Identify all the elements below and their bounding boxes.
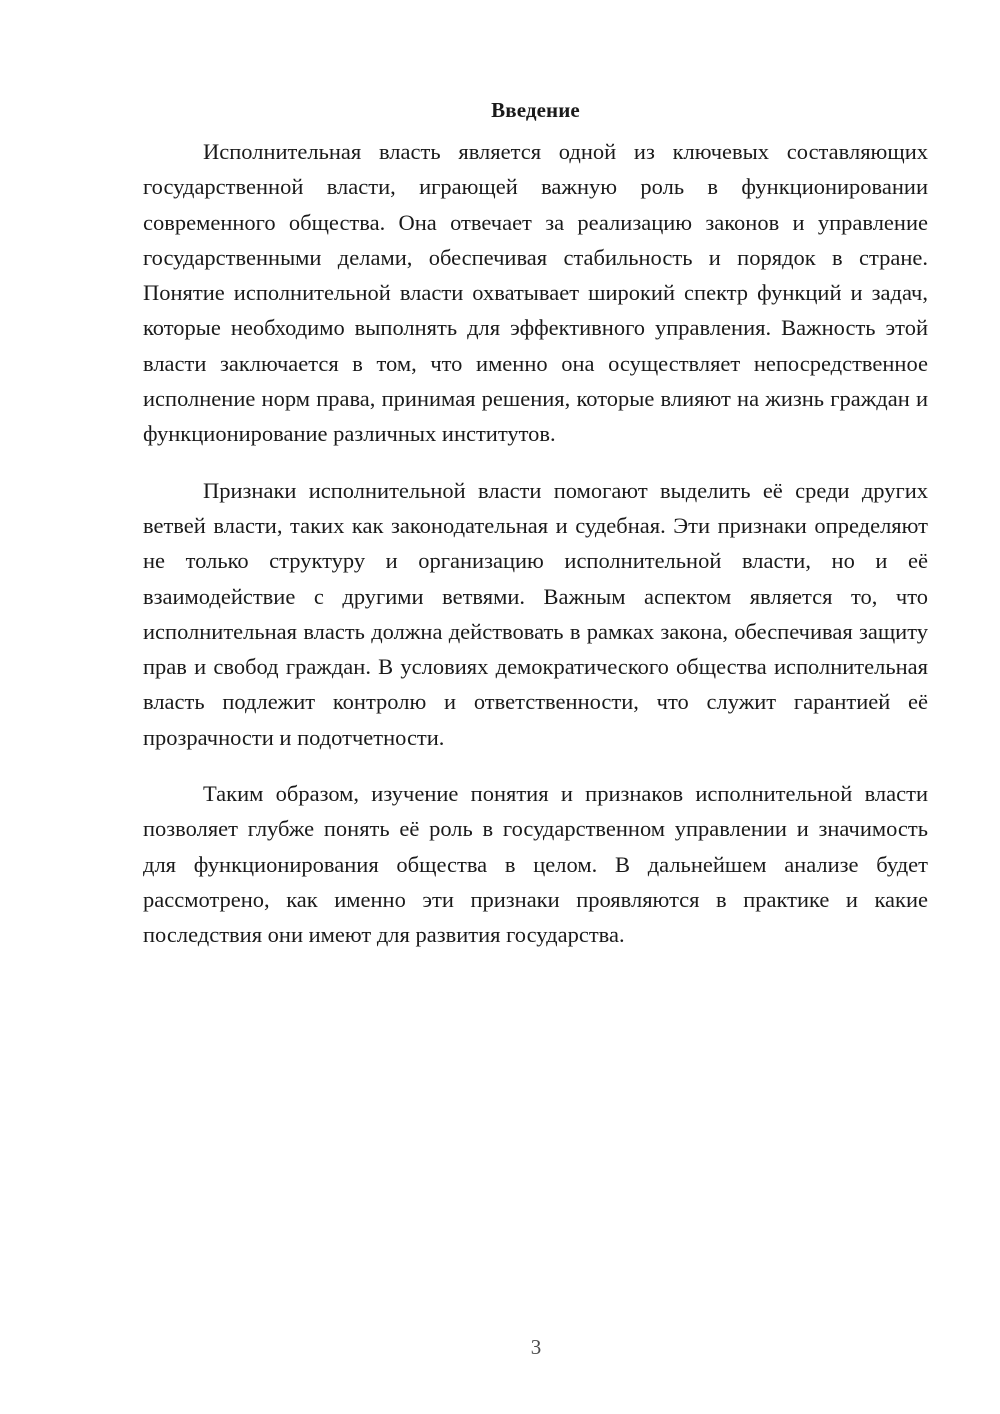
- paragraph-3: Таким образом, изучение понятия и признаков исполнительной власти позволяет глубже понять её роль в государственном управлении и значимость для функционирования общества в целом. В дальнейшем анализе будет рассмотрено, как именно эти признаки проявляются в практике и какие последствия они имеют для развития государства.: [143, 781, 928, 948]
- page-number: 3: [530, 1335, 542, 1359]
- paragraph-1: Исполнительная власть является одной из ключевых составляющих государственной власти, играющей важную роль в функционировании современного общества. Она отвечает за реализацию законов и управление государственными делами, обеспечивая стабильность и порядок в стране. Понятие исполнительной власти охватывает широкий спектр функций и задач, которые необходимо выполнять для эффективного управления. Важность этой власти заключается в том, что именно она осуществляет непосредственное исполнение норм права, принимая решения, которые влияют на жизнь граждан и функционирование различных институтов.: [143, 139, 928, 447]
- section-title: Введение: [491, 98, 580, 122]
- page-content: [143, 94, 928, 974]
- paragraph-2: Признаки исполнительной власти помогают выделить её среди других ветвей власти, таких как законодательная и судебная. Эти признаки определяют не только структуру и организацию исполнительной власти, но и её взаимодействие с другими ветвями. Важным аспектом является то, что исполнительная власть должна действовать в рамках закона, обеспечивая защиту прав и свобод граждан. В условиях демократического общества исполнительная власть подлежит контролю и ответственности, что служит гарантией её прозрачности и подотчетности.: [143, 477, 928, 750]
